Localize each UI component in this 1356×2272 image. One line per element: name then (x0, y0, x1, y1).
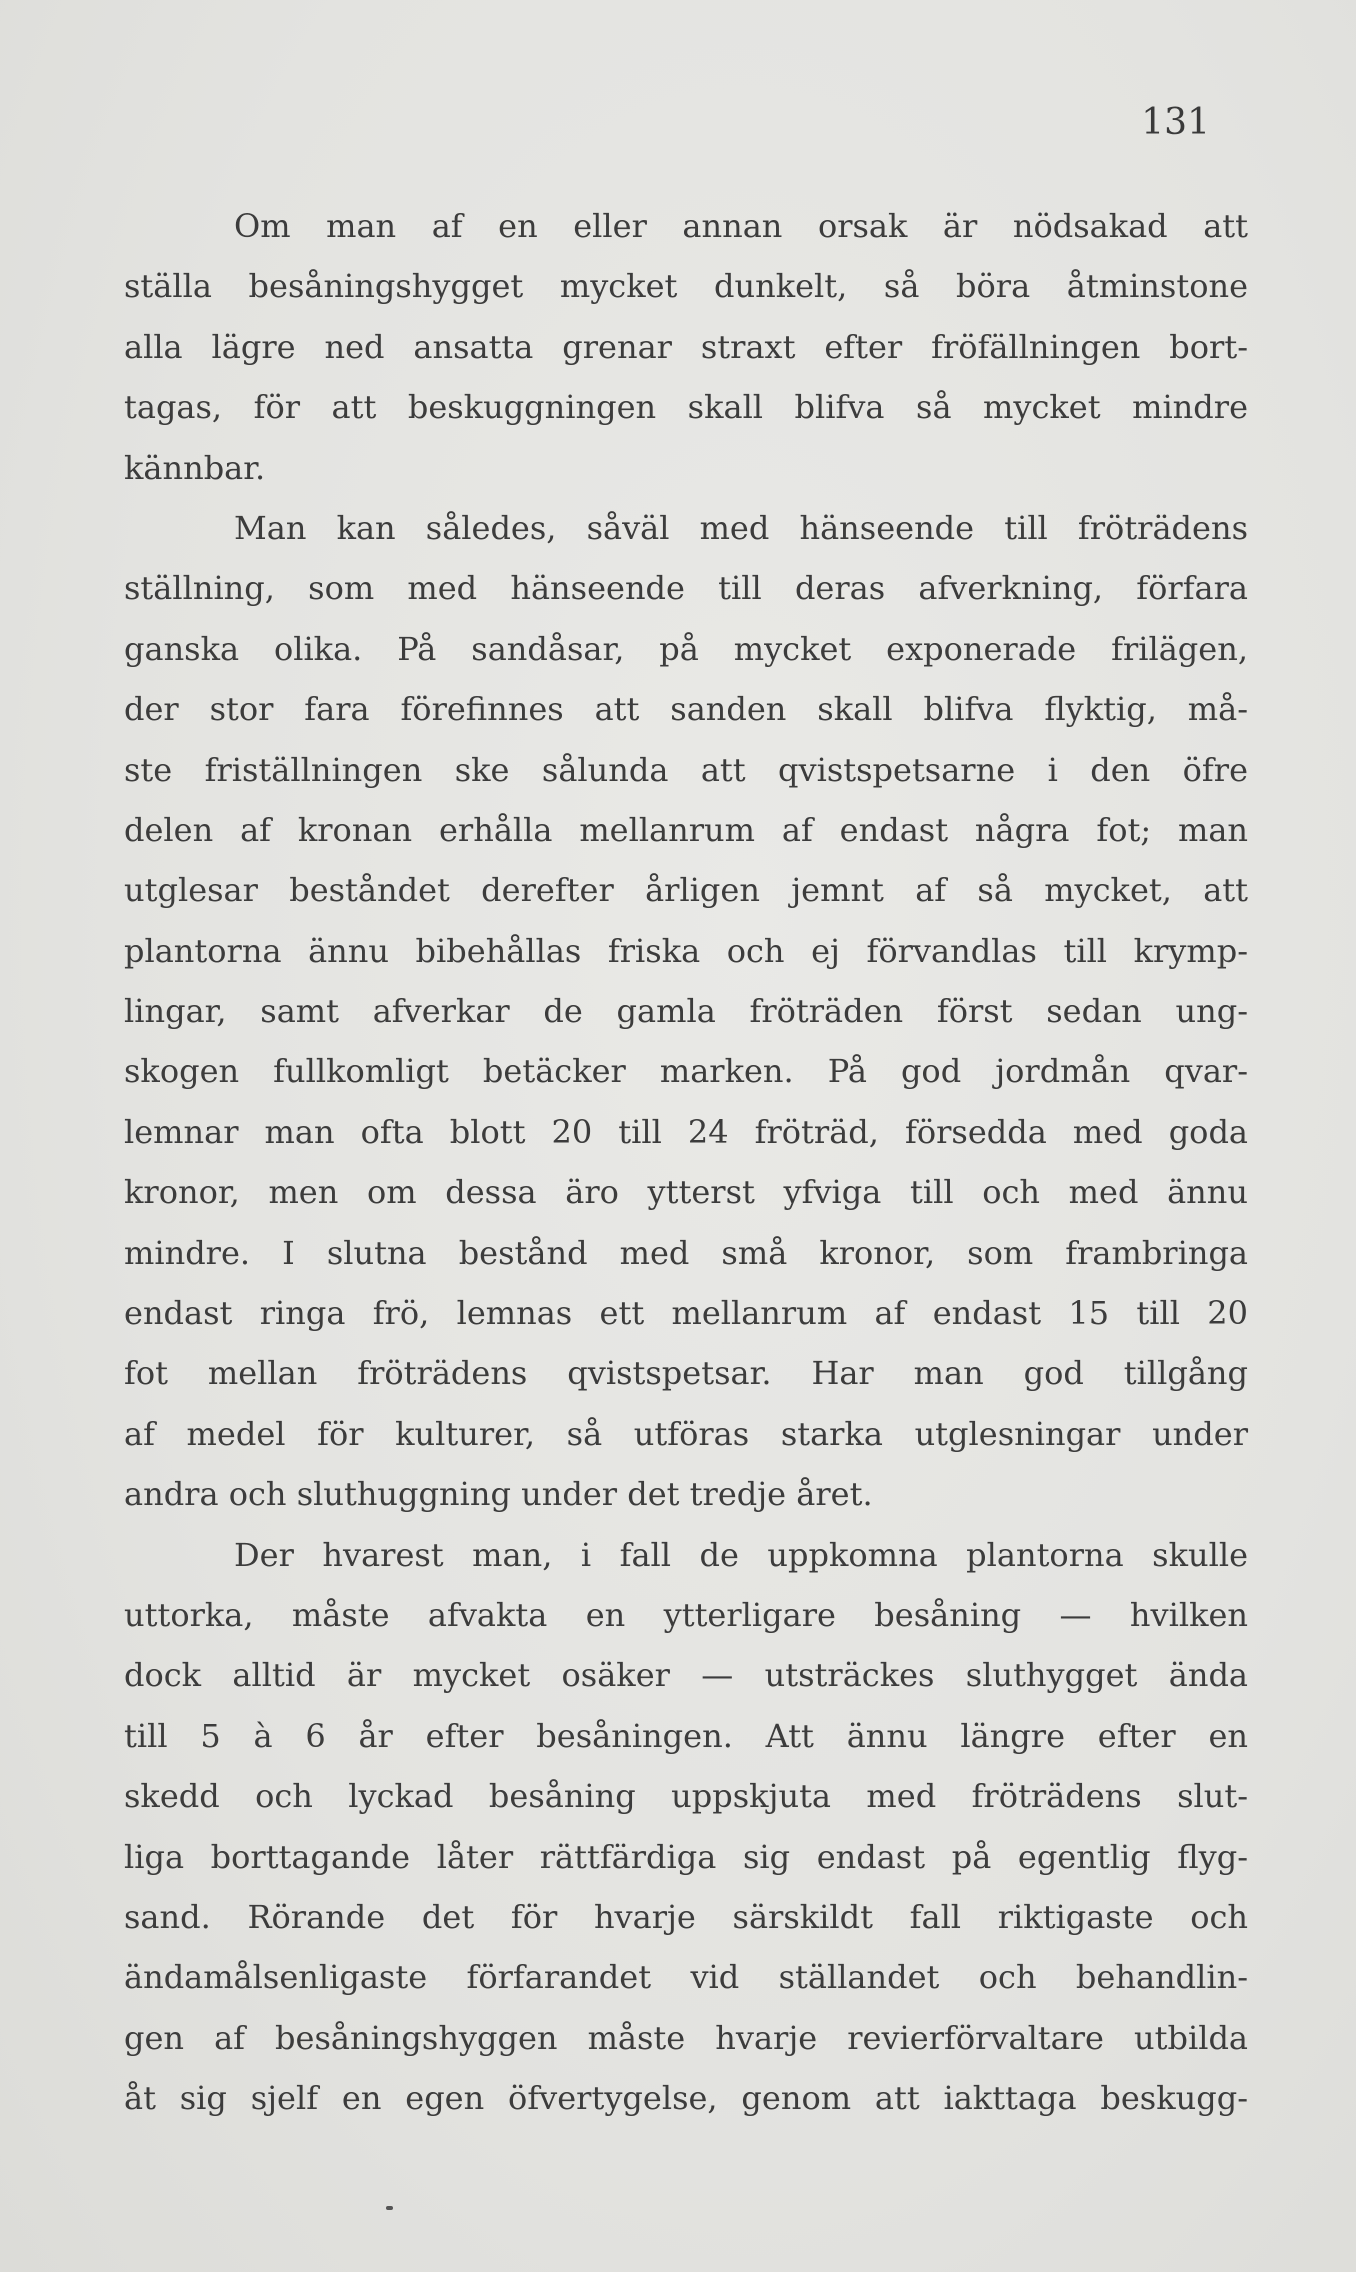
text-line: till 5 à 6 år efter besåningen. Att ännu längre efter en (124, 1716, 1248, 1755)
text-line: andra och sluthuggning under det tredje året. (124, 1475, 873, 1514)
text-line: kännbar. (124, 448, 266, 487)
text-line: lemnar man ofta blott 20 till 24 fröträd, försedda med goda (124, 1112, 1248, 1151)
text-line: ganska olika. På sandåsar, på mycket exponerade frilägen, (124, 629, 1248, 668)
text-line: plantorna ännu bibehållas friska och ej förvandlas till krymp- (124, 931, 1248, 970)
paragraph (124, 196, 1248, 498)
text-line: mindre. I slutna bestånd med små kronor, som frambringa (124, 1233, 1248, 1272)
text-line: skogen fullkomligt betäcker marken. På god jordmån qvar- (124, 1052, 1248, 1091)
text-line: ställning, som med hänseende till deras afverkning, förfara (124, 569, 1248, 608)
paragraph (124, 498, 1248, 1525)
text-line: endast ringa frö, lemnas ett mellanrum af endast 15 till 20 (124, 1294, 1248, 1333)
text-line: liga borttagande låter rättfärdiga sig endast på egentlig flyg- (124, 1837, 1248, 1876)
text-line: Man kan således, såväl med hänseende till fröträdens (234, 508, 1248, 547)
text-line: tagas, för att beskuggningen skall blifva så mycket mindre (124, 388, 1248, 427)
text-line: Om man af en eller annan orsak är nödsakad att (234, 207, 1248, 245)
page-text (124, 196, 1248, 2129)
text-line: skedd och lyckad besåning uppskjuta med fröträdens slut- (124, 1777, 1248, 1816)
text-line: der stor fara förefinnes att sanden skall blifva flyktig, må- (124, 690, 1248, 729)
text-line: gen af besåningshyggen måste hvarje revierförvaltare utbilda (124, 2018, 1248, 2057)
text-line: ställa besåningshygget mycket dunkelt, så böra åtminstone (124, 267, 1248, 306)
ink-speck (386, 2206, 393, 2210)
text-line: fot mellan fröträdens qvistspetsar. Har man god tillgång (124, 1354, 1248, 1393)
text-line: åt sig sjelf en egen öfvertygelse, genom att iakttaga beskugg- (124, 2079, 1248, 2118)
text-line: dock alltid är mycket osäker — utsträckes sluthygget ända (124, 1656, 1248, 1695)
text-line: delen af kronan erhålla mellanrum af endast några fot; man (124, 810, 1248, 849)
text-line: ste friställningen ske sålunda att qvistspetsarne i den öfre (124, 750, 1248, 789)
text-line: kronor, men om dessa äro ytterst yfviga till och med ännu (124, 1173, 1248, 1212)
text-line: lingar, samt afverkar de gamla fröträden först sedan ung- (124, 992, 1248, 1031)
text-line: af medel för kulturer, så utföras starka utglesningar under (124, 1414, 1248, 1453)
page-number: 131 (1141, 102, 1210, 143)
text-line: alla lägre ned ansatta grenar straxt efter fröfällningen bort- (124, 327, 1248, 366)
text-line: uttorka, måste afvakta en ytterligare besåning — hvilken (124, 1595, 1248, 1634)
text-line: ändamålsenligaste förfarandet vid ställandet och behandlin- (124, 1958, 1248, 1997)
text-line: Der hvarest man, i fall de uppkomna plantorna skulle (234, 1535, 1248, 1574)
text-line: utglesar beståndet derefter årligen jemnt af så mycket, att (124, 871, 1248, 910)
text-line: sand. Rörande det för hvarje särskildt fall riktigaste och (124, 1897, 1248, 1936)
paragraph (124, 1525, 1248, 2129)
